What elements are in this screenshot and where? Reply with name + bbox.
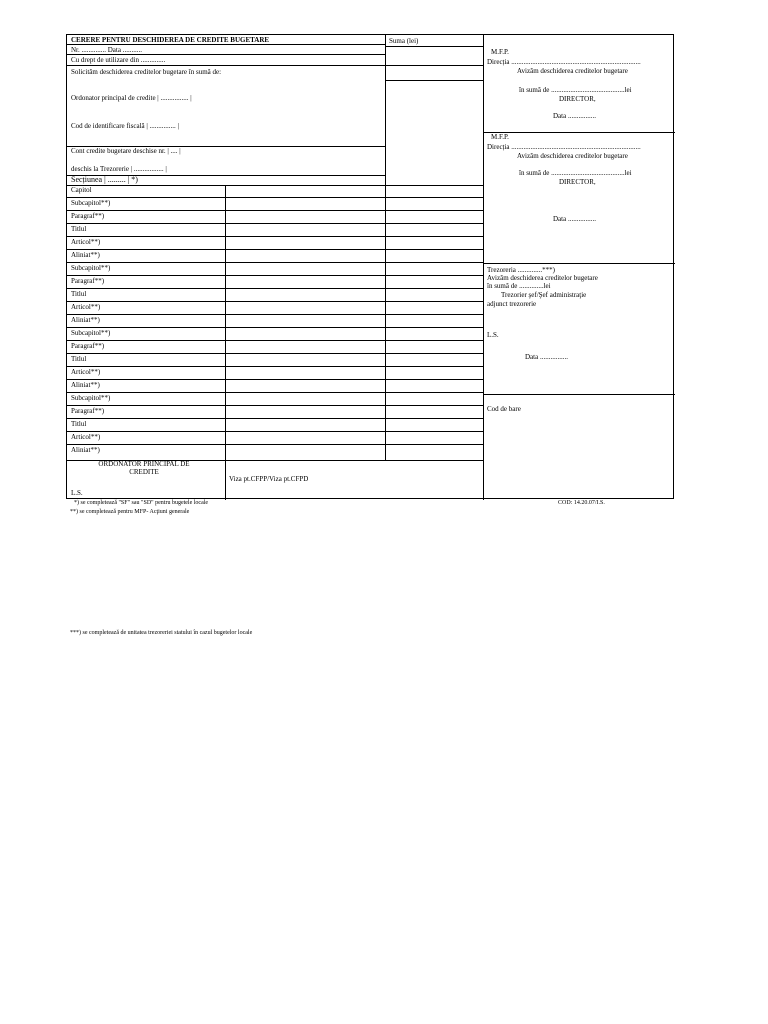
divider-right-panel <box>483 35 484 500</box>
mfp1-avizam: Avizăm deschiderea creditelor bugetare <box>517 67 628 75</box>
classification-row-label: Aliniat**) <box>71 251 100 259</box>
classification-row-label: Titlul <box>71 225 87 233</box>
classification-row-label: Articol**) <box>71 433 101 441</box>
classification-row-label: Paragraf**) <box>71 277 105 285</box>
mfp1-directia: Direcția .......................................................................... <box>487 58 641 66</box>
viza-label: Viza pt.CFPP/Viza pt.CFPD <box>229 475 309 483</box>
classification-row-label: Paragraf**) <box>71 342 105 350</box>
classification-row-label: Articol**) <box>71 368 101 376</box>
mfp1-title: M.F.P. <box>491 48 509 56</box>
ordonator-title: ORDONATOR PRINCIPAL DE CREDITE <box>98 460 190 476</box>
ordonator-field: Ordonator principal de credite | ................ | <box>71 94 192 102</box>
classification-row-label: Articol**) <box>71 238 101 246</box>
row-line <box>67 288 483 289</box>
row-line <box>67 327 483 328</box>
hline-right-2 <box>483 263 675 264</box>
mfp1-in-suma: în sumă de ..........................................lei <box>519 86 632 94</box>
hline-capitol <box>67 185 483 186</box>
classification-row-label: Titlul <box>71 290 87 298</box>
footnote-3: ***) se completează de unitatea trezoreriei statului în cazul bugetelor locale <box>70 630 253 636</box>
divider-col-a <box>225 185 226 500</box>
cont-field: Cont credite bugetare deschise nr. | .... | <box>71 147 181 155</box>
row-line <box>67 210 483 211</box>
row-line <box>67 301 483 302</box>
mfp2-title: M.F.P. <box>491 133 509 141</box>
mfp2-in-suma: în sumă de ..........................................lei <box>519 169 632 177</box>
classification-row-label: Titlul <box>71 355 87 363</box>
classification-row-label: Subcapitol**) <box>71 329 111 337</box>
classification-row-label: Subcapitol**) <box>71 264 111 272</box>
trezoreria-adjunct: adjunct trezorerie <box>487 300 537 308</box>
capitol-label: Capitol <box>71 186 92 194</box>
row-line <box>67 431 483 432</box>
row-line <box>67 275 483 276</box>
row-line <box>67 444 483 445</box>
classification-row-label: Titlul <box>71 420 87 428</box>
row-line <box>67 223 483 224</box>
suma-label: Suma (lei) <box>389 37 419 45</box>
footnote-2: **) se completează pentru MFP- Acţiuni generale <box>70 509 190 515</box>
mfp1-data: Data ................ <box>553 112 596 120</box>
trezorerie-field: deschis la Trezorerie | ................. | <box>71 165 167 173</box>
classification-row-label: Paragraf**) <box>71 407 105 415</box>
drept-utilizare-field: Cu drept de utilizare din .............. <box>71 56 166 64</box>
trezoreria-ls: L.S. <box>487 331 499 339</box>
trezoreria-in-suma: în sumă de ..............lei <box>487 282 551 290</box>
cod-bare-label: Cod de bare <box>487 405 521 413</box>
mfp2-avizam: Avizăm deschiderea creditelor bugetare <box>517 152 628 160</box>
row-line <box>67 314 483 315</box>
classification-row-label: Subcapitol**) <box>71 394 111 402</box>
hline-right-3 <box>483 394 675 395</box>
trezoreria-data: Data ................ <box>525 353 568 361</box>
classification-row-label: Paragraf**) <box>71 212 105 220</box>
classification-row-label: Subcapitol**) <box>71 199 111 207</box>
row-line <box>67 197 483 198</box>
form-code: COD: 14.20.07/I.S. <box>558 500 605 506</box>
hline-right-1 <box>483 132 675 133</box>
row-line <box>67 353 483 354</box>
nr-data-field: Nr. .............. Data ........... <box>71 46 142 54</box>
divider-suma-column <box>385 35 386 185</box>
row-line <box>67 366 483 367</box>
row-line <box>67 249 483 250</box>
mfp2-directia: Direcția .......................................................................... <box>487 143 641 151</box>
row-line <box>67 340 483 341</box>
trezoreria-avizam: Avizăm deschiderea creditelor bugetare <box>487 274 598 282</box>
form-title: CERERE PENTRU DESCHIDEREA DE CREDITE BUGETARE <box>71 36 270 44</box>
row-line <box>67 262 483 263</box>
hline-header-3 <box>67 65 483 66</box>
mfp2-data: Data ................ <box>553 215 596 223</box>
row-line <box>67 418 483 419</box>
budget-credit-request-form <box>66 34 674 499</box>
classification-row-label: Articol**) <box>71 303 101 311</box>
classification-row-label: Aliniat**) <box>71 446 100 454</box>
sectiunea-field: Secțiunea | ......... | *) <box>71 175 138 184</box>
cod-fiscal-field: Cod de identificare fiscală | ............... | <box>71 122 179 130</box>
row-line <box>67 392 483 393</box>
hline-suma-2 <box>385 80 483 81</box>
trezoreria-sef: Trezorier şef/Şef administraţie <box>501 291 587 299</box>
hline-header-2 <box>67 54 385 55</box>
row-line <box>67 405 483 406</box>
classification-row-label: Aliniat**) <box>71 381 100 389</box>
hline-suma-1 <box>385 46 483 47</box>
footnote-1: *) se completează "SF" sau "SD" pentru bugetele locale <box>74 500 209 506</box>
trezoreria-line: Trezoreria ..............***) <box>487 266 555 274</box>
classification-row-label: Aliniat**) <box>71 316 100 324</box>
solicitam-text: Solicităm deschiderea creditelor bugetare în sumă de: <box>71 68 222 76</box>
mfp2-director: DIRECTOR, <box>559 178 596 186</box>
row-line <box>67 379 483 380</box>
hline-header-1 <box>67 44 385 45</box>
row-line <box>67 236 483 237</box>
mfp1-director: DIRECTOR, <box>559 95 596 103</box>
ordonator-ls: L.S. <box>71 489 83 497</box>
